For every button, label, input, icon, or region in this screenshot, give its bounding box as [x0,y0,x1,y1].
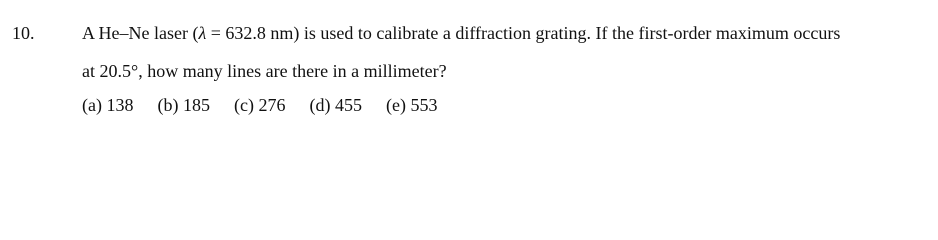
question-text-part: A He–Ne laser ( [82,23,199,43]
choice-a: (a) 138 [82,95,134,115]
lambda-symbol: λ [198,23,207,43]
question-text-part: = 632.8 nm) is used to calibrate a diffraction grating. If the first-order maximum occurs [206,23,841,43]
choice-d: (d) 455 [309,95,362,115]
choice-e: (e) 553 [385,95,438,115]
choice-c: (c) 276 [233,95,286,115]
question-text-line-1 [82,22,840,44]
answer-choices [82,94,437,116]
choice-b: (b) 185 [157,95,210,115]
question-number: 10. [12,23,35,43]
question-text-line-2: at 20.5°, how many lines are there in a millimeter? [82,61,447,81]
